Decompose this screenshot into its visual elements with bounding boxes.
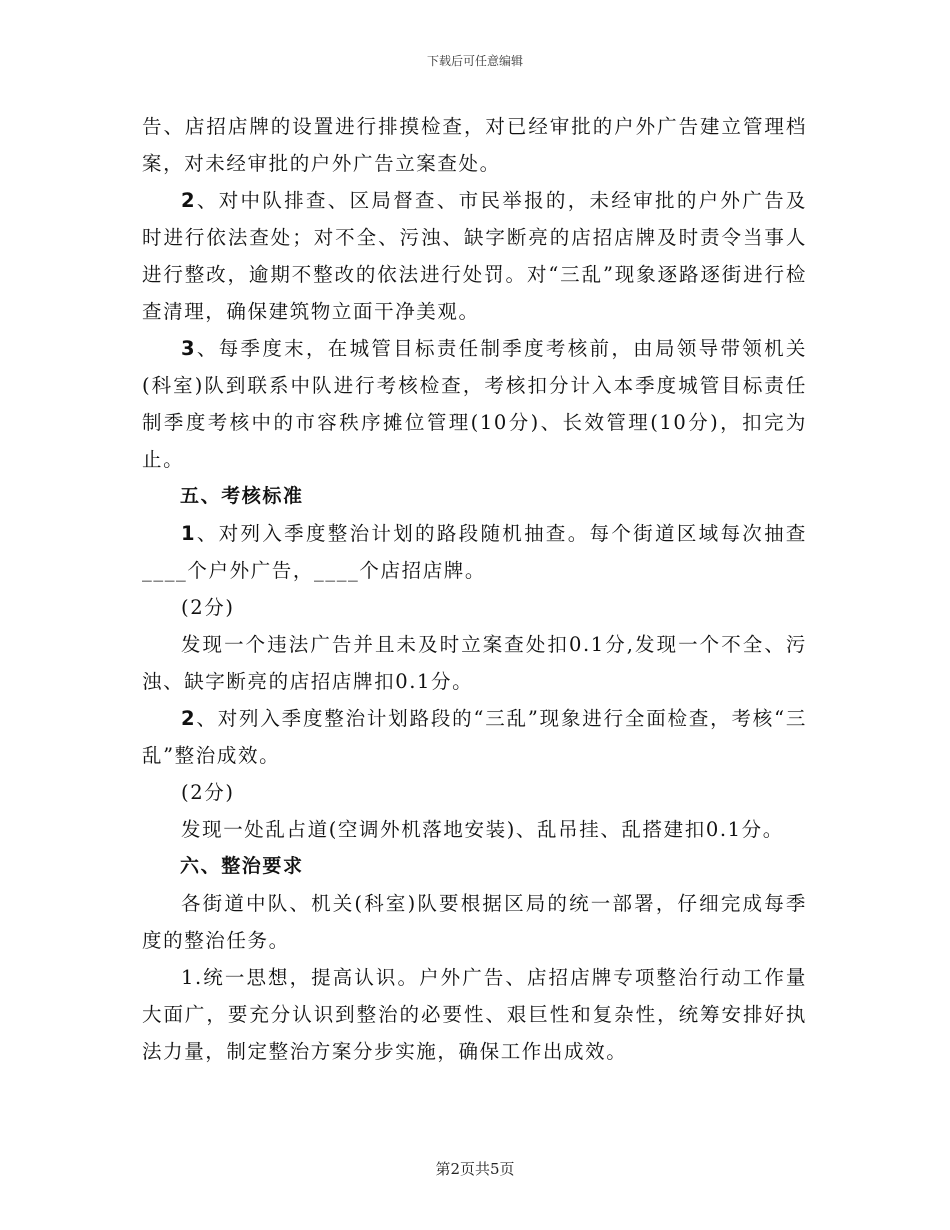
paragraph: 告、店招店牌的设置进行排摸检查，对已经审批的户外广告建立管理档案，对未经审批的户外广告立案查处。 xyxy=(142,115,807,175)
paragraph-text: 、对中队排查、区局督查、市民举报的，未经审批的户外广告及时进行依法查处；对不全、污浊、缺字断亮的店招店牌及时责令当事人进行整改，逾期不整改的依法进行处罚。对“三乱”现象逐路逐街进行检查清理，确保建筑物立面干净美观。 xyxy=(142,189,807,323)
paragraph xyxy=(142,515,807,589)
score-note: (2分) xyxy=(181,781,235,804)
item-number: 3 xyxy=(181,337,197,360)
document-body xyxy=(142,108,807,1070)
paragraph-text: 、每季度末，在城管目标责任制季度考核前，由局领导带领机关(科室)队到联系中队进行考核检查，考核扣分计入本季度城管目标责任制季度考核中的市容秩序摊位管理(10分)、长效管理(10分)，扣完为止。 xyxy=(142,337,807,471)
section-heading: 六、整治要求 xyxy=(180,855,304,877)
paragraph xyxy=(142,330,807,478)
paragraph-text: 、对列入季度整治计划的路段随机抽查。每个街道区域每次抽查____个户外广告，____个店招店牌。 xyxy=(142,522,807,582)
page-header: 下载后可任意编辑 xyxy=(426,54,523,68)
page-footer: 第2页共5页 xyxy=(435,1160,515,1178)
paragraph: 1.统一思想，提高认识。户外广告、店招店牌专项整治行动工作量大面广，要充分认识到整治的必要性、艰巨性和复杂性，统筹安排好执法力量，制定整治方案分步实施，确保工作出成效。 xyxy=(142,966,807,1063)
item-number: 2 xyxy=(181,707,197,730)
section-heading: 五、考核标准 xyxy=(180,485,304,507)
paragraph: 发现一处乱占道(空调外机落地安装)、乱吊挂、乱搭建扣0.1分。 xyxy=(181,818,784,841)
paragraph xyxy=(142,700,807,774)
paragraph xyxy=(142,182,807,330)
paragraph: 发现一个违法广告并且未及时立案查处扣0.1分,发现一个不全、污浊、缺字断亮的店招店牌扣0.1分。 xyxy=(142,633,807,693)
item-number: 2 xyxy=(181,189,197,212)
paragraph-text: 、对列入季度整治计划路段的“三乱”现象进行全面检查，考核“三乱”整治成效。 xyxy=(142,707,807,767)
score-note: (2分) xyxy=(181,596,235,619)
paragraph: 各街道中队、机关(科室)队要根据区局的统一部署，仔细完成每季度的整治任务。 xyxy=(142,892,807,952)
item-number: 1 xyxy=(181,522,197,545)
